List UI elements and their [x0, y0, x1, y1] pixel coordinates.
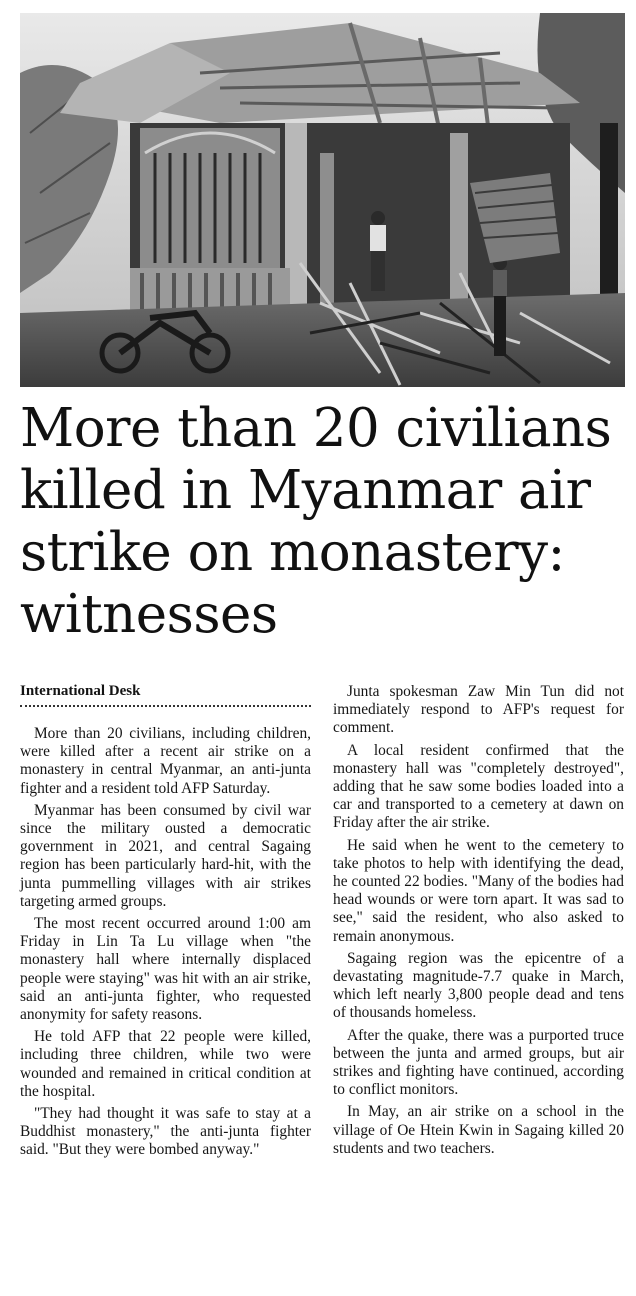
paragraph: He told AFP that 22 people were killed, including three children, while two were wounded and remained in critical condition at the hospital. [20, 1028, 311, 1100]
paragraph: Myanmar has been consumed by civil war since the military ousted a democratic government in 2021, and central Sagaing region has been particularly hard-hit, with the junta pummelling villages with air strikes targeting armed groups. [20, 801, 311, 910]
paragraph: Sagaing region was the epicentre of a devastating magnitude-7.7 quake in March, which left nearly 3,800 people dead and tens of thousands homeless. [333, 949, 624, 1022]
paragraph: In May, an air strike on a school in the village of Oe Htein Kwin in Sagaing killed 20 students and two teachers. [333, 1103, 624, 1157]
paragraph: More than 20 civilians, including children, were killed after a recent air strike on a monastery in central Myanmar, an anti-junta fighter and a resident told AFP Saturday. [20, 725, 311, 797]
paragraph: The most recent occurred around 1:00 am Friday in Lin Ta Lu village when "the monastery hall where internally displaced people were staying" was hit with an air strike, said an anti-junta fighter, who requested anonymity for safety reasons. [20, 915, 311, 1024]
paragraph: Junta spokesman Zaw Min Tun did not immediately respond to AFP's request for comment. [333, 683, 624, 737]
monastery-ruins-photo [20, 13, 625, 387]
article-photo [20, 13, 625, 387]
paragraph: "They had thought it was safe to stay at a Buddhist monastery," the anti-junta fighter said. "But they were bombed anyway." [20, 1105, 311, 1159]
paragraph: He said when he went to the cemetery to take photos to help with identifying the dead, he counted 22 bodies. "Many of the bodies had head wounds or were torn apart. It was sad to see," said the resident, who also asked to remain anonymous. [333, 836, 624, 945]
article-headline: More than 20 civilians killed in Myanmar air strike on monastery: witnesses [20, 398, 612, 645]
byline: International Desk [20, 683, 141, 699]
paragraph: After the quake, there was a purported truce between the junta and armed groups, but air strikes and fighting have continued, according to conflict monitors. [333, 1026, 624, 1099]
byline-divider [20, 705, 311, 707]
article-column-right [333, 683, 624, 1162]
article-column-left [20, 725, 311, 1164]
paragraph: A local resident confirmed that the monastery hall was "completely destroyed", adding that he saw some bodies loaded into a car and transported to a cemetery at dawn on Friday after the air strike. [333, 741, 624, 832]
